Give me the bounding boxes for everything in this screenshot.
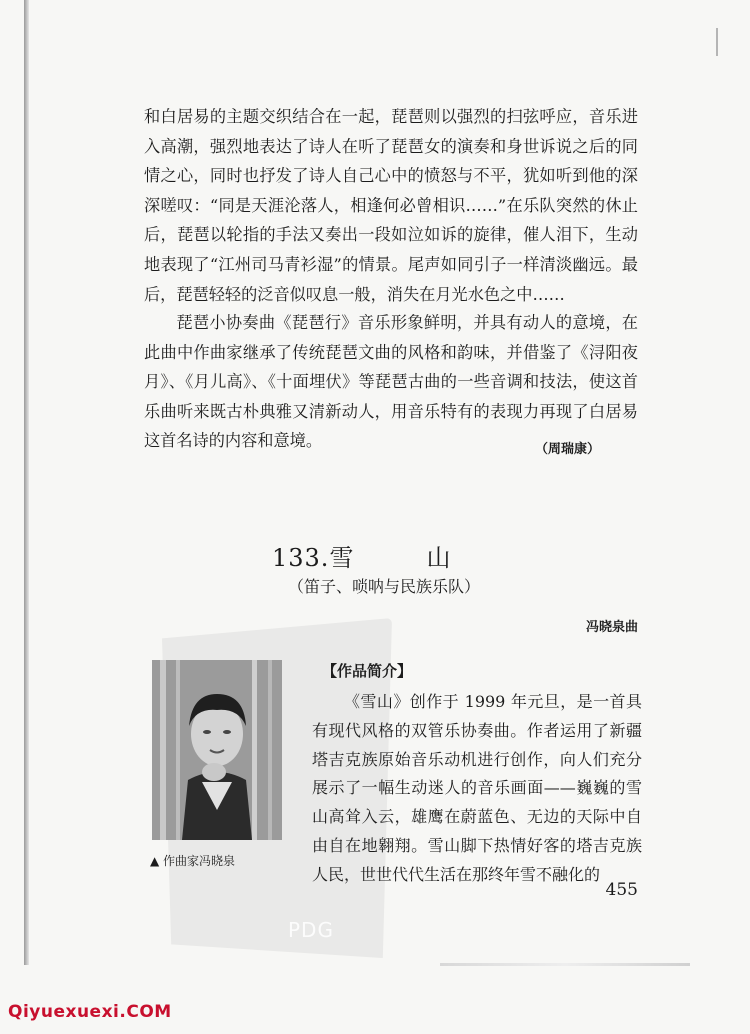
article-paragraph-1: 和白居易的主题交织结合在一起，琵琶则以强烈的扫弦呼应，音乐进入高潮，强烈地表达了诗人在听了琵琶女的演奏和身世诉说之后的同情之心，同时也抒发了诗人自己心中的愤怒与不平，犹如听到他的深深嗟叹：“同是天涯沦落人，相逢何必曾相识……”在乐队突然的休止后，琵琶以轮指的手法又奏出一段如泣如诉的旋律，催人泪下，生动地表现了“江州司马青衫湿”的情景。尾声如同引子一样清淡幽远。最后，琵琶轻轻的泛音似叹息一般，消失在月光水色之中…… <box>144 107 638 304</box>
entry-composer: 冯晓泉曲 <box>585 620 638 635</box>
author-signature: （周瑞康） <box>534 442 600 457</box>
scan-spine-shadow <box>24 0 29 965</box>
scan-bottom-mark <box>440 963 690 966</box>
scan-edge-mark <box>716 28 718 56</box>
work-introduction: 《雪山》创作于 1999 年元旦，是一首具有现代风格的双管乐协奏曲。作者运用了新疆塔吉克族原始音乐动机进行创作，向人们充分展示了一幅生动迷人的音乐画面——巍巍的雪山高耸入云，雄鹰在蔚蓝色、无边的天际中自由自在地翱翔。雪山脚下热情好客的塔吉克族人民，世世代代生活在那终年雪不融化的 <box>312 692 642 884</box>
entry-title <box>272 538 451 573</box>
page-number: 455 <box>605 880 638 900</box>
entry-subtitle: （笛子、唢呐与民族乐队） <box>287 577 480 596</box>
section-heading: 【作品简介】 <box>322 662 413 680</box>
site-logo[interactable]: Qiyuexuexi.COM <box>8 1002 172 1022</box>
watermark-text: PDG <box>288 918 334 942</box>
article-paragraph-2: 琵琶小协奏曲《琵琶行》音乐形象鲜明，并具有动人的意境，在此曲中作曲家继承了传统琵琶文曲的风格和韵味，并借鉴了《浔阳夜月》、《月儿高》、《十面埋伏》等琵琶古曲的一些音调和技法，使这首乐曲听来既古朴典雅又清新动人，用音乐特有的表现力再现了白居易这首名诗的内容和意境。 <box>144 313 638 451</box>
entry-title-char-2: 山 <box>426 544 452 572</box>
composer-portrait-illustration <box>152 660 282 840</box>
entry-title-char-1: 雪 <box>329 544 355 572</box>
entry-number: 133. <box>272 544 330 572</box>
photo-caption: ▲ 作曲家冯晓泉 <box>150 854 236 868</box>
composer-photo <box>152 660 282 840</box>
